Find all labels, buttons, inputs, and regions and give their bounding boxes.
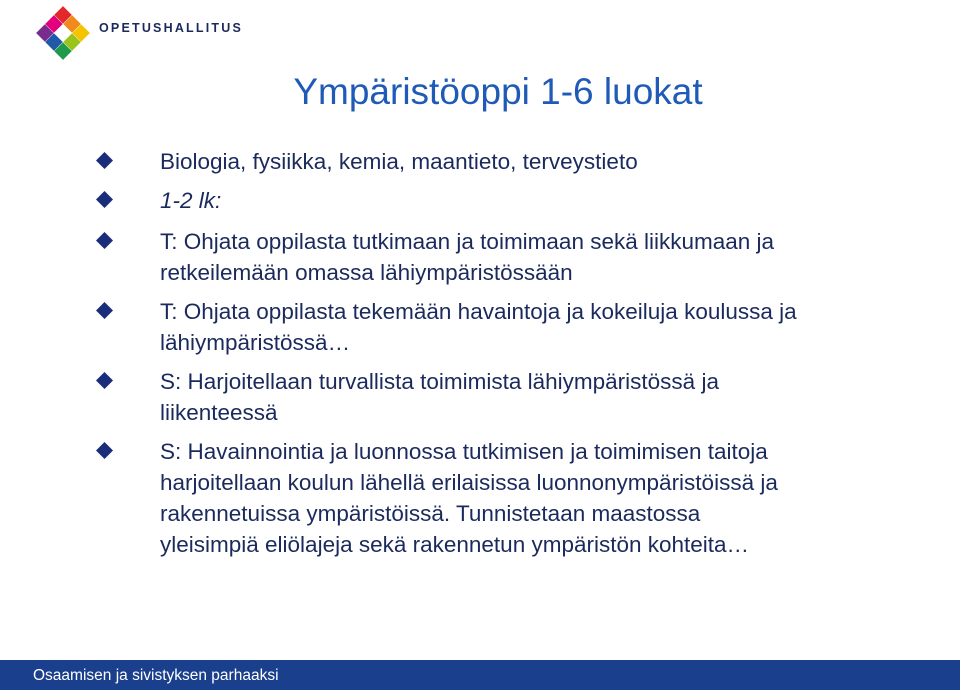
- opetushallitus-logo-icon: [34, 4, 92, 62]
- slide-title: Ympäristöoppi 1-6 luokat: [293, 71, 703, 112]
- bullet-text: S: Havainnointia ja luonnossa tutkimisen ja toimimisen taitoja harjoitellaan koulun lähellä erilaisissa luonnonympäristöissä ja rakennetuissa ympäristöissä. Tunnistetaan maastossa yleisimpiä eliölajeja sekä rakennetun ympäristön kohteita…: [160, 439, 778, 557]
- bullet-text: 1-2 lk:: [160, 188, 222, 213]
- organization-name: OPETUSHALLITUS: [99, 21, 243, 35]
- diamond-bullet-icon: [96, 232, 113, 249]
- footer-bar: [0, 660, 960, 690]
- diamond-bullet-icon: [96, 372, 113, 389]
- bullet-text: T: Ohjata oppilasta tekemään havaintoja ja kokeiluja koulussa ja lähiympäristössä…: [160, 299, 797, 355]
- bullet-text: T: Ohjata oppilasta tutkimaan ja toimimaan sekä liikkumaan ja retkeilemään omassa lähiympäristössään: [160, 229, 775, 285]
- diamond-bullet-icon: [96, 302, 113, 319]
- diamond-bullet-icon: [96, 152, 113, 169]
- diamond-bullet-icon: [96, 442, 113, 459]
- footer-slogan: Osaamisen ja sivistyksen parhaaksi: [33, 667, 279, 684]
- diamond-bullet-icon: [96, 191, 113, 208]
- bullet-text: Biologia, fysiikka, kemia, maantieto, terveystieto: [160, 149, 638, 174]
- bullet-text: S: Harjoitellaan turvallista toimimista lähiympäristössä ja liikenteessä: [160, 369, 719, 425]
